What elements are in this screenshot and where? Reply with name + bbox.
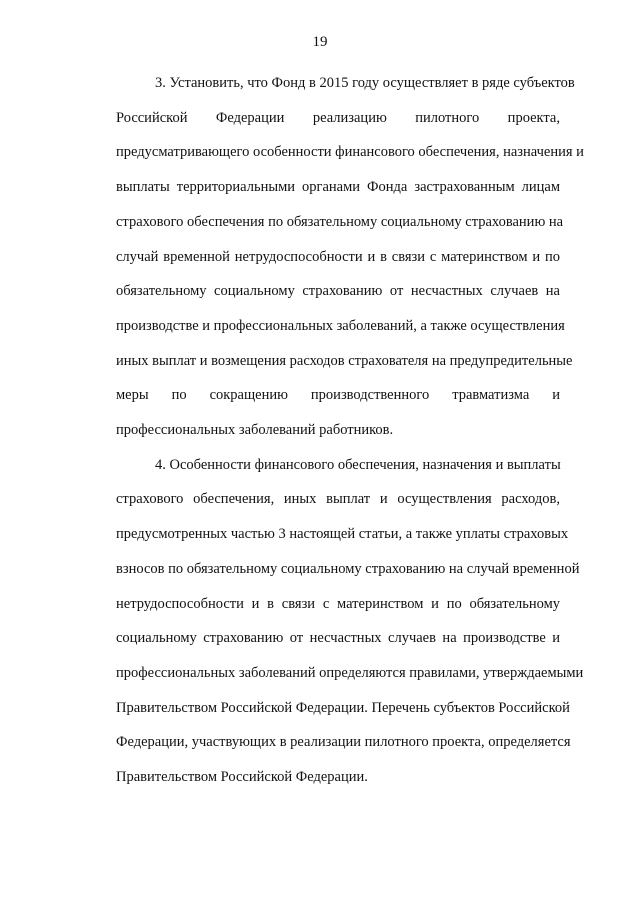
text-line: Правительством Российской Федерации. bbox=[116, 769, 368, 786]
text-line: страхового обеспечения по обязательному социальному страхованию на bbox=[116, 213, 564, 230]
text-line: Правительством Российской Федерации. Перечень субъектов Российской bbox=[116, 699, 570, 716]
text-line: Российской Федерации реализацию пилотного проекта, bbox=[116, 109, 560, 126]
text-line: 3. Установить, что Фонд в 2015 году осуществляет в ряде субъектов bbox=[155, 75, 575, 91]
text-line: 4. Особенности финансового обеспечения, назначения и выплаты bbox=[155, 456, 561, 473]
page-number: 19 bbox=[312, 34, 328, 50]
text-line: взносов по обязательному социальному страхованию на случай временной bbox=[116, 560, 580, 577]
text-line: случай временной нетрудоспособности и в связи с материнством и по bbox=[116, 248, 560, 265]
text-line: производстве и профессиональных заболеваний, а также осуществления bbox=[116, 317, 565, 334]
text-line: профессиональных заболеваний работников. bbox=[116, 422, 394, 439]
document-body bbox=[77, 66, 584, 795]
text-line: предусматривающего особенности финансового обеспечения, назначения и bbox=[116, 144, 584, 161]
text-line: меры по сокращению производственного травматизма и bbox=[116, 387, 560, 404]
text-line: иных выплат и возмещения расходов страхователя на предупредительные bbox=[116, 352, 573, 369]
text-line: профессиональных заболеваний определяются правилами, утверждаемыми bbox=[116, 664, 584, 681]
text-line: выплаты территориальными органами Фонда застрахованным лицам bbox=[116, 179, 560, 196]
text-line: Федерации, участвующих в реализации пилотного проекта, определяется bbox=[116, 734, 571, 751]
text-line: нетрудоспособности и в связи с материнством и по обязательному bbox=[116, 595, 560, 612]
paragraph-4 bbox=[77, 448, 584, 795]
text-line: социальному страхованию от несчастных случаев на производстве и bbox=[116, 630, 560, 647]
text-line: страхового обеспечения, иных выплат и осуществления расходов, bbox=[116, 491, 560, 508]
paragraph-3 bbox=[77, 66, 584, 448]
text-line: предусмотренных частью 3 настоящей статьи, а также уплаты страховых bbox=[116, 526, 569, 543]
text-line: обязательному социальному страхованию от несчастных случаев на bbox=[116, 283, 560, 300]
